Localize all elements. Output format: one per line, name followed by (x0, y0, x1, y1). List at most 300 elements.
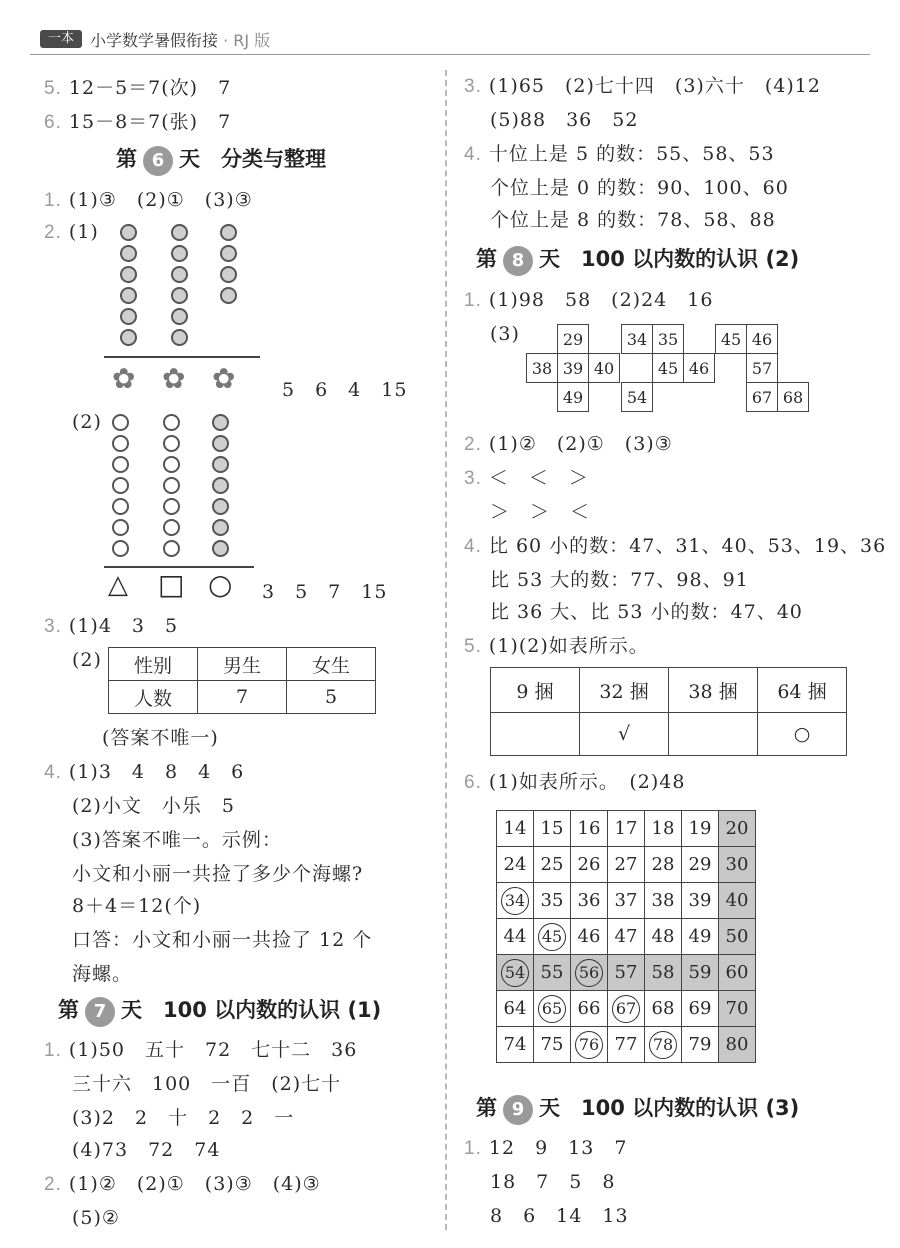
day-badge: 6 (143, 146, 173, 176)
puzzle-row (716, 383, 809, 412)
grid-cell (608, 991, 645, 1027)
answer-text: (1)③ (2)① (3)③ (68, 189, 253, 211)
answer-text: (2)小文 小乐 5 (72, 795, 236, 817)
sec-pre: 第 (476, 247, 497, 271)
grid-cell (571, 991, 608, 1027)
triangle-icon: △ (108, 570, 128, 600)
puzzle-cell: 40 (589, 354, 620, 383)
answer-text: 15－8＝7(张) 7 (68, 111, 232, 133)
section-title: 100 以内数的认识 (1) (163, 998, 382, 1022)
table-cell: 女生 (287, 648, 376, 681)
puzzle-cell (778, 325, 809, 354)
sec-post: 天 (121, 998, 142, 1022)
grid-number: 16 (577, 818, 601, 839)
grid-cell (497, 991, 534, 1027)
grid-number: 46 (577, 926, 601, 947)
r-q4a (464, 142, 775, 167)
puzzle-cell (589, 325, 620, 354)
grid-number: 25 (540, 854, 564, 875)
section-day9 (476, 1092, 799, 1125)
grid-cell (645, 847, 682, 883)
d6-q2a (44, 220, 99, 245)
grid-cell (645, 1027, 682, 1063)
grid-cell (645, 919, 682, 955)
grid-number: 20 (725, 818, 749, 839)
puzzle-cell: 46 (684, 354, 715, 383)
circle-icon (163, 456, 180, 473)
grid-number: 80 (725, 1034, 749, 1055)
answer-text: 5 6 4 15 (282, 379, 408, 401)
circle-icon (212, 519, 229, 536)
grid-cell (682, 919, 719, 955)
circle-icon (112, 456, 129, 473)
answer-text: 口答：小文和小丽一共捡了 12 个 (72, 929, 373, 951)
grid-number: 15 (540, 818, 564, 839)
table-row (497, 883, 756, 919)
answer-text: 比 53 大的数：77、98、91 (490, 569, 749, 591)
grid-cell (497, 1027, 534, 1063)
circle-icon (112, 498, 129, 515)
d6-q3a (44, 614, 178, 639)
grid-cell (682, 955, 719, 991)
puzzle-row (527, 354, 620, 383)
answer-6 (44, 110, 231, 135)
grid-number: 68 (651, 998, 675, 1019)
grid-number: 74 (503, 1034, 527, 1055)
puzzle-row (527, 325, 620, 354)
answer-text: 8 6 14 13 (490, 1205, 629, 1227)
q-number: 1. (464, 1138, 482, 1159)
circled-number: 76 (575, 1031, 603, 1059)
circled-number: 65 (538, 995, 566, 1023)
answer-text: 十位上是 5 的数：55、58、53 (488, 143, 775, 165)
puzzle-cell (778, 354, 809, 383)
book-title-text: 小学数学暑假衔接 (90, 31, 219, 50)
answer-text: 18 7 5 8 (490, 1171, 616, 1193)
circled-number: 34 (501, 887, 529, 915)
table-cell: 5 (287, 681, 376, 714)
circle-icon (212, 414, 229, 431)
puzzle-cell (589, 383, 620, 412)
grid-number: 49 (688, 926, 712, 947)
puzzle-cell: 57 (747, 354, 778, 383)
circle-column (112, 414, 129, 557)
q-number: 6. (44, 112, 62, 133)
section-day7 (58, 994, 381, 1027)
q-number: 4. (44, 762, 62, 783)
circle-icon (120, 266, 137, 283)
circle-icon (163, 540, 180, 557)
puzzle-cell: 49 (558, 383, 589, 412)
table-cell: 38 捆 (669, 668, 758, 713)
section-title: 100 以内数的认识 (3) (581, 1096, 800, 1120)
grid-number: 17 (614, 818, 638, 839)
q-number: 1. (44, 1040, 62, 1061)
grid-number: 77 (614, 1034, 638, 1055)
circle-icon (163, 414, 180, 431)
d8-q6 (464, 770, 685, 795)
circle-icon (163, 435, 180, 452)
circle-icon (220, 224, 237, 241)
hundred-chart-grid (496, 810, 756, 1063)
grid-cell (571, 847, 608, 883)
grid-number: 47 (614, 926, 638, 947)
q-number: 4. (464, 536, 482, 557)
table-row (497, 919, 756, 955)
grid-cell (719, 919, 756, 955)
circle-icon (212, 456, 229, 473)
answer-text: (3)2 2 十 2 2 一 (72, 1107, 295, 1129)
circled-number: 45 (538, 923, 566, 951)
grid-cell (534, 811, 571, 847)
q-number: 2. (44, 1174, 62, 1195)
d7-q1a (44, 1038, 357, 1063)
circle-icon (212, 477, 229, 494)
grid-cell (497, 811, 534, 847)
circle-icon (171, 224, 188, 241)
answer-text: ＞ ＞ ＜ (490, 501, 591, 523)
d6-q1 (44, 188, 253, 213)
grid-number: 14 (503, 818, 527, 839)
grid-number: 50 (725, 926, 749, 947)
puzzle-cell: 39 (558, 354, 589, 383)
answer-text: (1)4 3 5 (68, 615, 179, 637)
square-icon: □ (158, 568, 185, 601)
answer-text: 个位上是 8 的数：78、58、88 (490, 209, 776, 231)
q-number: 5. (464, 636, 482, 657)
circle-icon (112, 477, 129, 494)
grid-cell (608, 847, 645, 883)
sec-pre: 第 (58, 998, 79, 1022)
grid-number: 36 (577, 890, 601, 911)
puzzle-cell (716, 383, 747, 412)
answer-text: 12－5＝7(次) 7 (68, 77, 232, 99)
grid-cell (719, 811, 756, 847)
puzzle-cell: 67 (747, 383, 778, 412)
circle-icon (112, 540, 129, 557)
grid-cell (608, 1027, 645, 1063)
answer-text: 3 5 7 15 (262, 581, 388, 603)
puzzle-row (716, 354, 809, 383)
grid-number: 28 (651, 854, 675, 875)
circle-column (220, 224, 237, 304)
table-row (491, 713, 847, 756)
answer-text: ＜ ＜ ＞ (488, 467, 589, 489)
puzzle-cell (684, 325, 715, 354)
circle-icon (171, 266, 188, 283)
grid-cell (608, 883, 645, 919)
grid-cell (534, 883, 571, 919)
grid-number: 29 (688, 854, 712, 875)
gender-table (108, 647, 376, 714)
circle-column (171, 224, 188, 346)
answer-text: (4)73 72 74 (72, 1139, 221, 1161)
answer-text: (5)② (72, 1207, 120, 1229)
table-row (109, 648, 376, 681)
grid-cell (534, 847, 571, 883)
grid-number: 57 (614, 962, 638, 983)
grid-number: 69 (688, 998, 712, 1019)
grid-cell (497, 955, 534, 991)
table-cell: 9 捆 (491, 668, 580, 713)
circle-icon (220, 266, 237, 283)
table-cell: √ (580, 713, 669, 756)
grid-number: 58 (651, 962, 675, 983)
d7-q2a (44, 1172, 321, 1197)
answer-text: 个位上是 0 的数：90、100、60 (490, 177, 789, 199)
section-title: 分类与整理 (221, 147, 326, 171)
answer-text: (1) (68, 221, 99, 243)
grid-number: 35 (540, 890, 564, 911)
q-number: 1. (44, 190, 62, 211)
table-cell: 7 (198, 681, 287, 714)
puzzle-row (622, 325, 715, 354)
answer-text: 12 9 13 7 (488, 1137, 628, 1159)
number-puzzle (526, 324, 620, 412)
grid-cell (571, 955, 608, 991)
puzzle-cell (527, 383, 558, 412)
puzzle-cell (716, 354, 747, 383)
grid-number: 27 (614, 854, 638, 875)
answer-text: 比 60 小的数：47、31、40、53、19、36 (488, 535, 887, 557)
circle-icon (212, 498, 229, 515)
circled-number: 56 (575, 959, 603, 987)
baseline (104, 356, 260, 358)
grid-cell (645, 955, 682, 991)
answer-text: (1)如表所示。 (2)48 (488, 771, 686, 793)
grid-cell (571, 1027, 608, 1063)
answer-text: (1)3 4 8 4 6 (68, 761, 245, 783)
section-title: 100 以内数的认识 (2) (581, 247, 800, 271)
grid-cell (682, 1027, 719, 1063)
grid-cell (571, 883, 608, 919)
grid-number: 24 (503, 854, 527, 875)
puzzle-cell: 38 (527, 354, 558, 383)
puzzle-cell: 45 (653, 354, 684, 383)
circle-column (163, 414, 180, 557)
section-day6 (116, 143, 326, 176)
puzzle-row (622, 383, 715, 412)
table-row (491, 668, 847, 713)
circled-number: 54 (501, 959, 529, 987)
section-day8 (476, 243, 799, 276)
table-cell: 32 捆 (580, 668, 669, 713)
table-cell: 性别 (109, 648, 198, 681)
puzzle-cell (622, 354, 653, 383)
circle-icon (163, 519, 180, 536)
puzzle-cell (684, 383, 715, 412)
grid-cell (534, 1027, 571, 1063)
grid-cell (497, 847, 534, 883)
brand-badge: 一本 (40, 30, 82, 48)
grid-number: 44 (503, 926, 527, 947)
answer-text: (2) (72, 411, 102, 433)
circle-icon (112, 519, 129, 536)
number-puzzle (621, 324, 715, 412)
grid-cell (645, 811, 682, 847)
grid-cell (571, 919, 608, 955)
table-row (497, 811, 756, 847)
flower-icon: ✿ (112, 362, 136, 395)
grid-number: 48 (651, 926, 675, 947)
table-row (109, 681, 376, 714)
answer-text: (1)(2)如表所示。 (488, 635, 649, 657)
grid-cell (682, 847, 719, 883)
table-cell: ○ (758, 713, 847, 756)
grid-number: 55 (540, 962, 564, 983)
grid-cell (608, 919, 645, 955)
grid-cell (608, 811, 645, 847)
book-edition: · RJ 版 (223, 31, 271, 50)
sec-post: 天 (179, 147, 200, 171)
circle-icon (171, 329, 188, 346)
grid-cell (719, 1027, 756, 1063)
grid-number: 40 (725, 890, 749, 911)
grid-number: 66 (577, 998, 601, 1019)
puzzle-cell: 54 (622, 383, 653, 412)
answer-text: 三十六 100 一百 (2)七十 (72, 1073, 342, 1095)
q-number: 1. (464, 290, 482, 311)
circle-column (120, 224, 137, 346)
d8-q1a (464, 288, 713, 313)
circle-icon (120, 287, 137, 304)
circle-icon (220, 245, 237, 262)
grid-cell (682, 811, 719, 847)
answer-text: 小文和小丽一共捡了多少个海螺? (72, 863, 364, 885)
grid-number: 37 (614, 890, 638, 911)
flower-icon: ✿ (212, 362, 236, 395)
table-cell (491, 713, 580, 756)
table-cell: 人数 (109, 681, 198, 714)
column-divider (445, 70, 447, 1230)
grid-number: 64 (503, 998, 527, 1019)
q-number: 4. (464, 144, 482, 165)
flower-icon: ✿ (162, 362, 186, 395)
circle-icon (120, 329, 137, 346)
answer-text: (1)② (2)① (3)③ (488, 433, 673, 455)
number-puzzle (715, 324, 809, 412)
d8-q3a (464, 466, 589, 491)
grid-number: 38 (651, 890, 675, 911)
grid-cell (719, 955, 756, 991)
grid-cell (497, 883, 534, 919)
circle-icon (112, 414, 129, 431)
circle-icon (212, 435, 229, 452)
puzzle-cell (527, 325, 558, 354)
puzzle-row (622, 354, 715, 383)
circled-number: 78 (649, 1031, 677, 1059)
circle-icon (171, 245, 188, 262)
d8-q4a (464, 534, 886, 559)
circle-icon (120, 224, 137, 241)
answer-text: 比 36 大、比 53 小的数：47、40 (490, 601, 803, 623)
answer-text: (1)② (2)① (3)③ (4)③ (68, 1173, 321, 1195)
puzzle-row (716, 325, 809, 354)
sec-post: 天 (539, 1096, 560, 1120)
grid-number: 26 (577, 854, 601, 875)
grid-number: 18 (651, 818, 675, 839)
answer-5 (44, 76, 231, 101)
grid-cell (719, 883, 756, 919)
circle-icon (112, 435, 129, 452)
answer-text: 海螺。 (72, 963, 133, 985)
grid-cell (645, 991, 682, 1027)
table-row (497, 955, 756, 991)
answer-text: (1)50 五十 72 七十二 36 (68, 1039, 358, 1061)
r-q3a (464, 74, 821, 99)
d9-q1a (464, 1136, 627, 1161)
q-number: 5. (44, 78, 62, 99)
sec-post: 天 (539, 247, 560, 271)
table-cell: 男生 (198, 648, 287, 681)
puzzle-cell: 68 (778, 383, 809, 412)
q-number: 6. (464, 772, 482, 793)
table-row (497, 991, 756, 1027)
puzzle-cell: 46 (747, 325, 778, 354)
answer-text: (5)88 36 52 (490, 109, 639, 131)
puzzle-cell: 34 (622, 325, 653, 354)
grid-cell (571, 811, 608, 847)
bundle-table (490, 667, 847, 756)
puzzle-cell (653, 383, 684, 412)
grid-number: 30 (725, 854, 749, 875)
grid-number: 60 (725, 962, 749, 983)
grid-cell (534, 919, 571, 955)
puzzle-cell: 35 (653, 325, 684, 354)
answer-text: (3) (490, 323, 520, 345)
table-row (497, 847, 756, 883)
answer-text: (3)答案不唯一。示例： (72, 829, 282, 851)
grid-cell (682, 991, 719, 1027)
grid-cell (682, 883, 719, 919)
circle-icon (120, 308, 137, 325)
grid-cell (645, 883, 682, 919)
q-number: 3. (464, 468, 482, 489)
answer-text: (1)98 58 (2)24 16 (488, 289, 714, 311)
puzzle-cell: 29 (558, 325, 589, 354)
q-number: 2. (44, 222, 62, 243)
grid-cell (608, 955, 645, 991)
answer-text: (1)65 (2)七十四 (3)六十 (4)12 (488, 75, 821, 97)
answer-text: (答案不唯一) (102, 727, 219, 749)
circle-icon (212, 540, 229, 557)
grid-cell (534, 991, 571, 1027)
puzzle-row (527, 383, 620, 412)
circle-icon (220, 287, 237, 304)
book-title (90, 28, 270, 51)
grid-number: 75 (540, 1034, 564, 1055)
circle-column (212, 414, 229, 557)
circle-icon (163, 477, 180, 494)
q-number: 3. (44, 616, 62, 637)
answer-text: 8＋4＝12(个) (72, 895, 202, 917)
grid-cell (719, 991, 756, 1027)
sec-pre: 第 (476, 1096, 497, 1120)
puzzle-cell: 45 (716, 325, 747, 354)
table-cell (669, 713, 758, 756)
day-badge: 7 (85, 997, 115, 1027)
grid-number: 59 (688, 962, 712, 983)
grid-cell (719, 847, 756, 883)
grid-number: 19 (688, 818, 712, 839)
circle-icon (171, 308, 188, 325)
d8-q5 (464, 634, 649, 659)
grid-number: 79 (688, 1034, 712, 1055)
grid-number: 70 (725, 998, 749, 1019)
d6-q4a (44, 760, 244, 785)
grid-number: 39 (688, 890, 712, 911)
grid-cell (534, 955, 571, 991)
